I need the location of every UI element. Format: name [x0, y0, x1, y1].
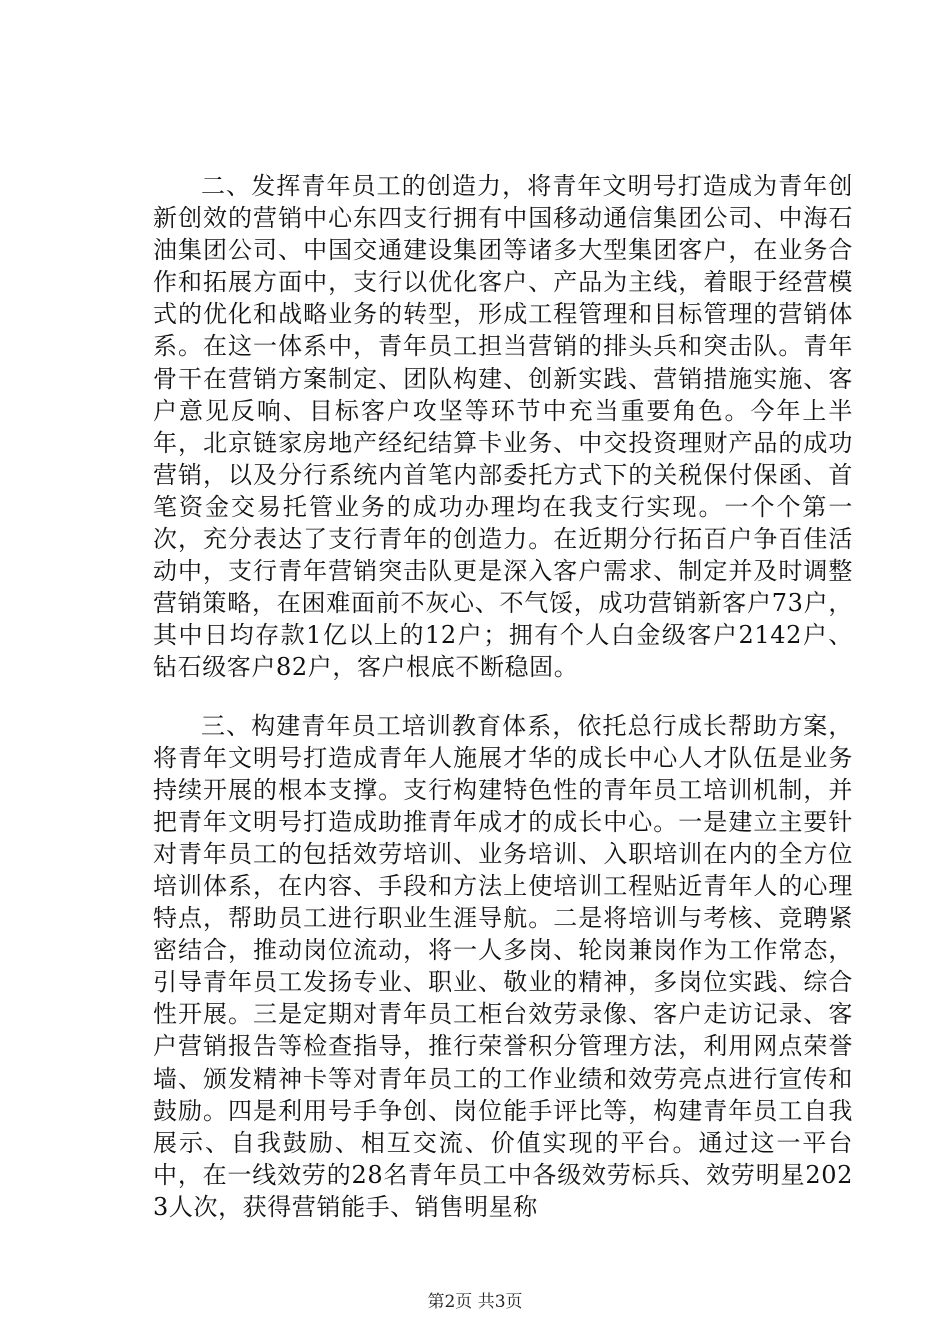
document-body	[153, 170, 853, 1223]
paragraph-3: 三、构建青年员工培训教育体系，依托总行成长帮助方案，将青年文明号打造成青年人施展才华的成长中心人才队伍是业务持续开展的根本支撑。支行构建特色性的青年员工培训机制，并把青年文明号打造成助推青年成才的成长中心。一是建立主要针对青年员工的包括效劳培训、业务培训、入职培训在内的全方位培训体系，在内容、手段和方法上使培训工程贴近青年人的心理特点，帮助员工进行职业生涯导航。二是将培训与考核、竞聘紧密结合，推动岗位流动，将一人多岗、轮岗兼岗作为工作常态，引导青年员工发扬专业、职业、敬业的精神，多岗位实践、综合性开展。三是定期对青年员工柜台效劳录像、客户走访记录、客户营销报告等检查指导，推行荣誉积分管理方法，利用网点荣誉墙、颁发精神卡等对青年员工的工作业绩和效劳亮点进行宣传和鼓励。四是利用号手争创、岗位能手评比等，构建青年员工自我展示、自我鼓励、相互交流、价值实现的平台。通过这一平台中，在一线效劳的28名青年员工中各级效劳标兵、效劳明星2023人次，获得营销能手、销售明星称	[153, 711, 853, 1221]
page-footer: 第2页 共3页	[427, 1292, 523, 1312]
paragraph-2: 二、发挥青年员工的创造力，将青年文明号打造成为青年创新创效的营销中心东四支行拥有中国移动通信集团公司、中海石油集团公司、中国交通建设集团等诸多大型集团客户，在业务合作和拓展方面中，支行以优化客户、产品为主线，着眼于经营模式的优化和战略业务的转型，形成工程管理和目标管理的营销体系。在这一体系中，青年员工担当营销的排头兵和突击队。青年骨干在营销方案制定、团队构建、创新实践、营销措施实施、客户意见反响、目标客户攻坚等环节中充当重要角色。今年上半年，北京链家房地产经纪结算卡业务、中交投资理财产品的成功营销，以及分行系统内首笔内部委托方式下的关税保付保函、首笔资金交易托管业务的成功办理均在我支行实现。一个个第一次，充分表达了支行青年的创造力。在近期分行拓百户争百佳活动中，支行青年营销突击队更是深入客户需求、制定并及时调整营销策略，在困难面前不灰心、不气馁，成功营销新客户73户，其中日均存款1亿以上的12户；拥有个人白金级客户2142户、钻石级客户82户，客户根底不断稳固。	[153, 172, 853, 682]
